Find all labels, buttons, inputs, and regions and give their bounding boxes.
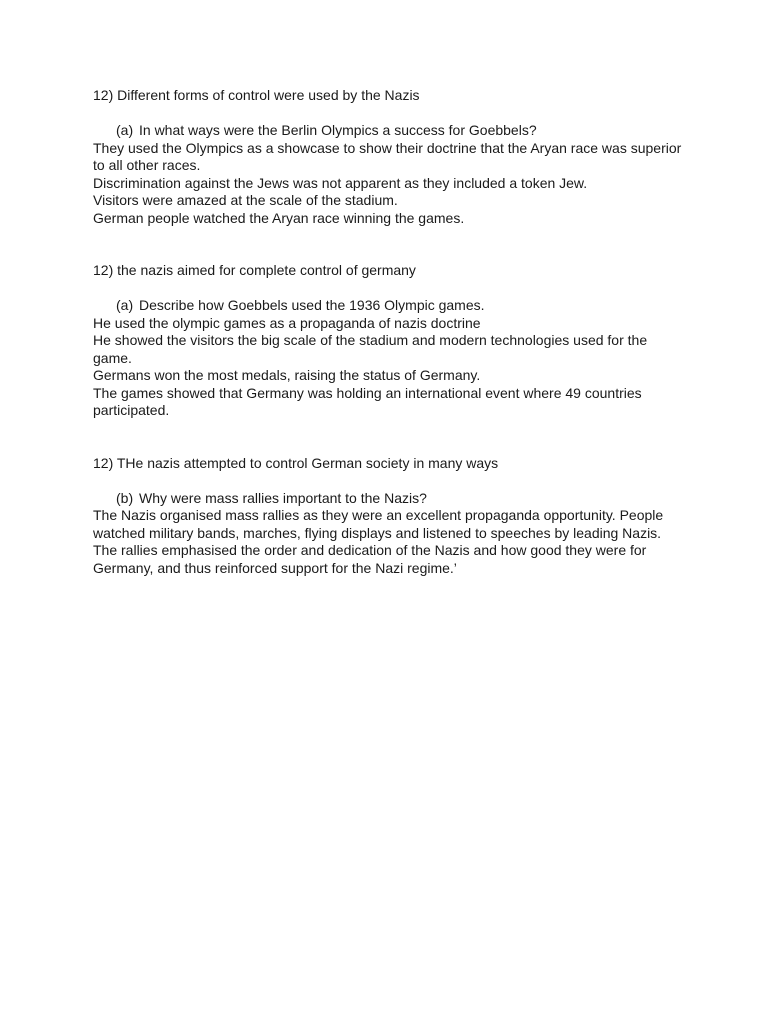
question-section-3 bbox=[93, 455, 683, 578]
answer-line: The games showed that Germany was holding an international event where 49 countries participated. bbox=[93, 384, 642, 418]
question-section-2 bbox=[93, 262, 683, 420]
answer-line: Discrimination against the Jews was not apparent as they included a token Jew. bbox=[93, 174, 588, 191]
question-section-1 bbox=[93, 87, 683, 227]
sub-question bbox=[93, 490, 683, 508]
answer-line: Visitors were amazed at the scale of the stadium. bbox=[93, 192, 398, 208]
answer-block bbox=[93, 140, 683, 228]
question-label: (a) bbox=[116, 122, 134, 138]
document-page bbox=[93, 87, 683, 577]
section-heading: 12) THe nazis attempted to control German society in many ways bbox=[93, 454, 499, 471]
answer-line: He showed the visitors the big scale of the stadium and modern technologies used for the game. bbox=[93, 332, 648, 366]
sub-question bbox=[93, 297, 683, 315]
question-text: Describe how Goebbels used the 1936 Olympic games. bbox=[139, 297, 485, 313]
section-heading: 12) Different forms of control were used by the Nazis bbox=[93, 87, 420, 103]
sub-question bbox=[93, 122, 683, 140]
answer-block bbox=[93, 315, 683, 420]
question-text: In what ways were the Berlin Olympics a success for Goebbels? bbox=[139, 122, 537, 138]
answer-line: German people watched the Aryan race winning the games. bbox=[93, 209, 465, 226]
question-label: (b) bbox=[116, 489, 134, 506]
answer-block bbox=[93, 507, 683, 577]
answer-line: They used the Olympics as a showcase to show their doctrine that the Aryan race was superior to all other races. bbox=[93, 139, 682, 173]
section-heading: 12) the nazis aimed for complete control of germany bbox=[93, 262, 416, 278]
answer-line: Germans won the most medals, raising the status of Germany. bbox=[93, 367, 481, 383]
question-text: Why were mass rallies important to the Nazis? bbox=[139, 489, 427, 506]
answer-paragraph: The Nazis organised mass rallies as they were an excellent propaganda opportunity. People watched military bands, marches, flying displays and listened to speeches by leading Nazis. The rallies emphasised the order and dedication of the Nazis and how good they were for Germany, and thus reinforced support for the Nazi regime.’ bbox=[93, 507, 664, 576]
answer-line: He used the olympic games as a propaganda of nazis doctrine bbox=[93, 314, 481, 331]
question-label: (a) bbox=[116, 297, 134, 313]
